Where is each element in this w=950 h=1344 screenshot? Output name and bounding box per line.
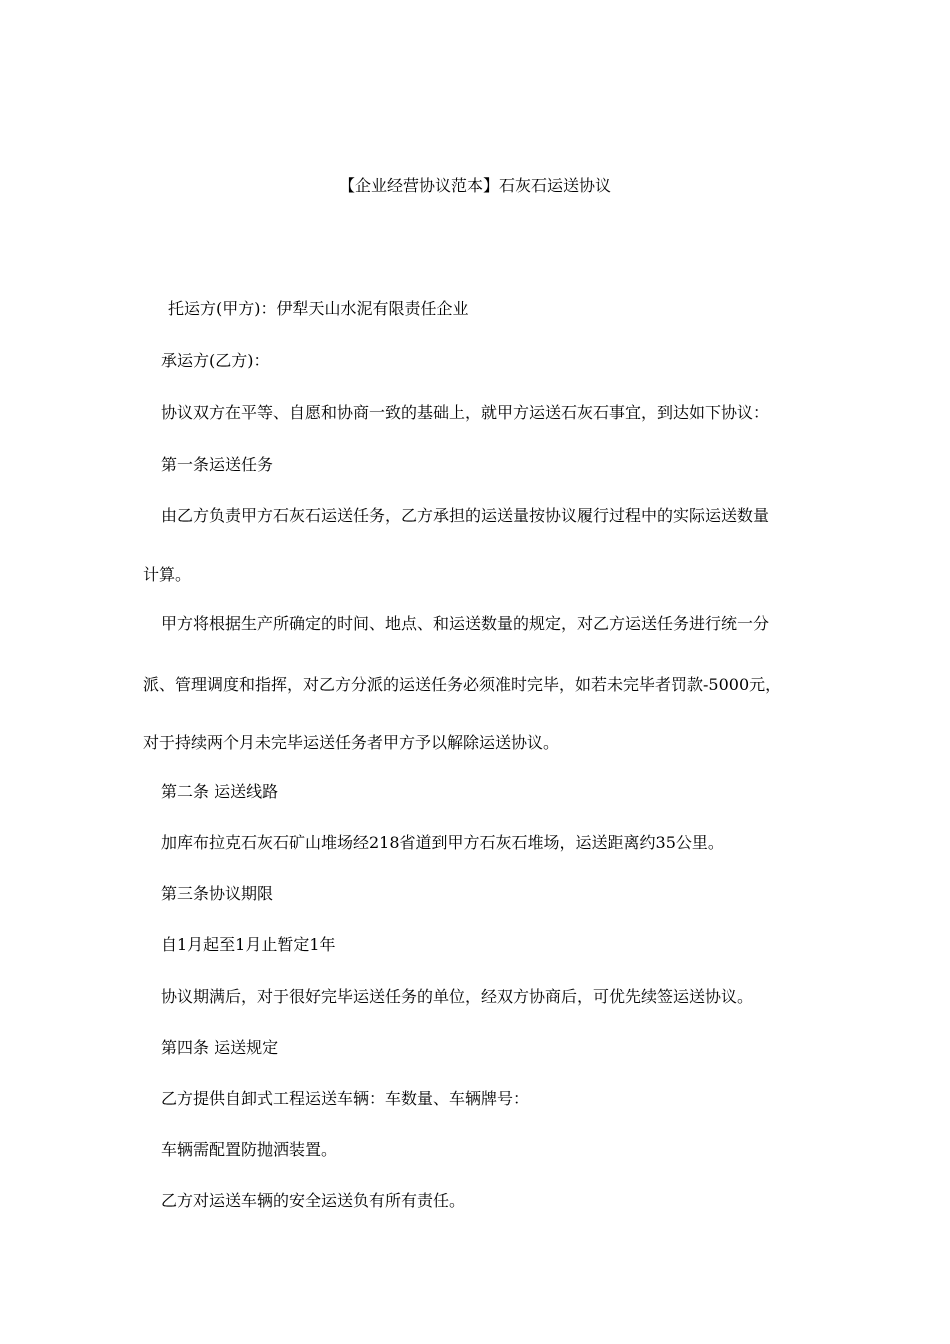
paragraph-line: 自1月起至1月止暂定1年 [161, 935, 336, 954]
paragraph-line: 加库布拉克石灰石矿山堆场经218省道到甲方石灰石堆场，运送距离约35公里。 [161, 833, 724, 852]
preamble-paragraph: 协议双方在平等、自愿和协商一致的基础上，就甲方运送石灰石事宜，到达如下协议： [161, 403, 770, 422]
article-4-heading: 第四条 运送规定 [161, 1038, 279, 1057]
paragraph-line: 协议期满后，对于很好完毕运送任务的单位，经双方协商后，可优先续签运送协议。 [161, 987, 754, 1006]
article-2-heading: 第二条 运送线路 [161, 782, 279, 801]
article-3-heading: 第三条协议期限 [161, 884, 274, 903]
paragraph-line: 派、管理调度和指挥，对乙方分派的运送任务必须准时完毕，如若未完毕者罚款-5000元， [143, 675, 782, 694]
paragraph-line: 由乙方负责甲方石灰石运送任务，乙方承担的运送量按协议履行过程中的实际运送数量 [161, 506, 770, 525]
article-1-heading: 第一条运送任务 [161, 455, 274, 474]
paragraph-line: 对于持续两个月未完毕运送任务者甲方予以解除运送协议。 [143, 733, 560, 752]
document-title: 【企业经营协议范本】石灰石运送协议 [338, 176, 611, 195]
paragraph-line: 甲方将根据生产所确定的时间、地点、和运送数量的规定，对乙方运送任务进行统一分 [161, 614, 770, 633]
party-a-line: 托运方(甲方)：伊犁天山水泥有限责任企业 [168, 299, 469, 318]
paragraph-line: 乙方对运送车辆的安全运送负有所有责任。 [161, 1191, 466, 1210]
party-b-line: 承运方(乙方)： [161, 351, 270, 370]
paragraph-line: 乙方提供自卸式工程运送车辆：车数量、车辆牌号： [161, 1089, 530, 1108]
paragraph-line: 车辆需配置防抛洒装置。 [161, 1140, 338, 1159]
paragraph-line: 计算。 [143, 565, 192, 584]
